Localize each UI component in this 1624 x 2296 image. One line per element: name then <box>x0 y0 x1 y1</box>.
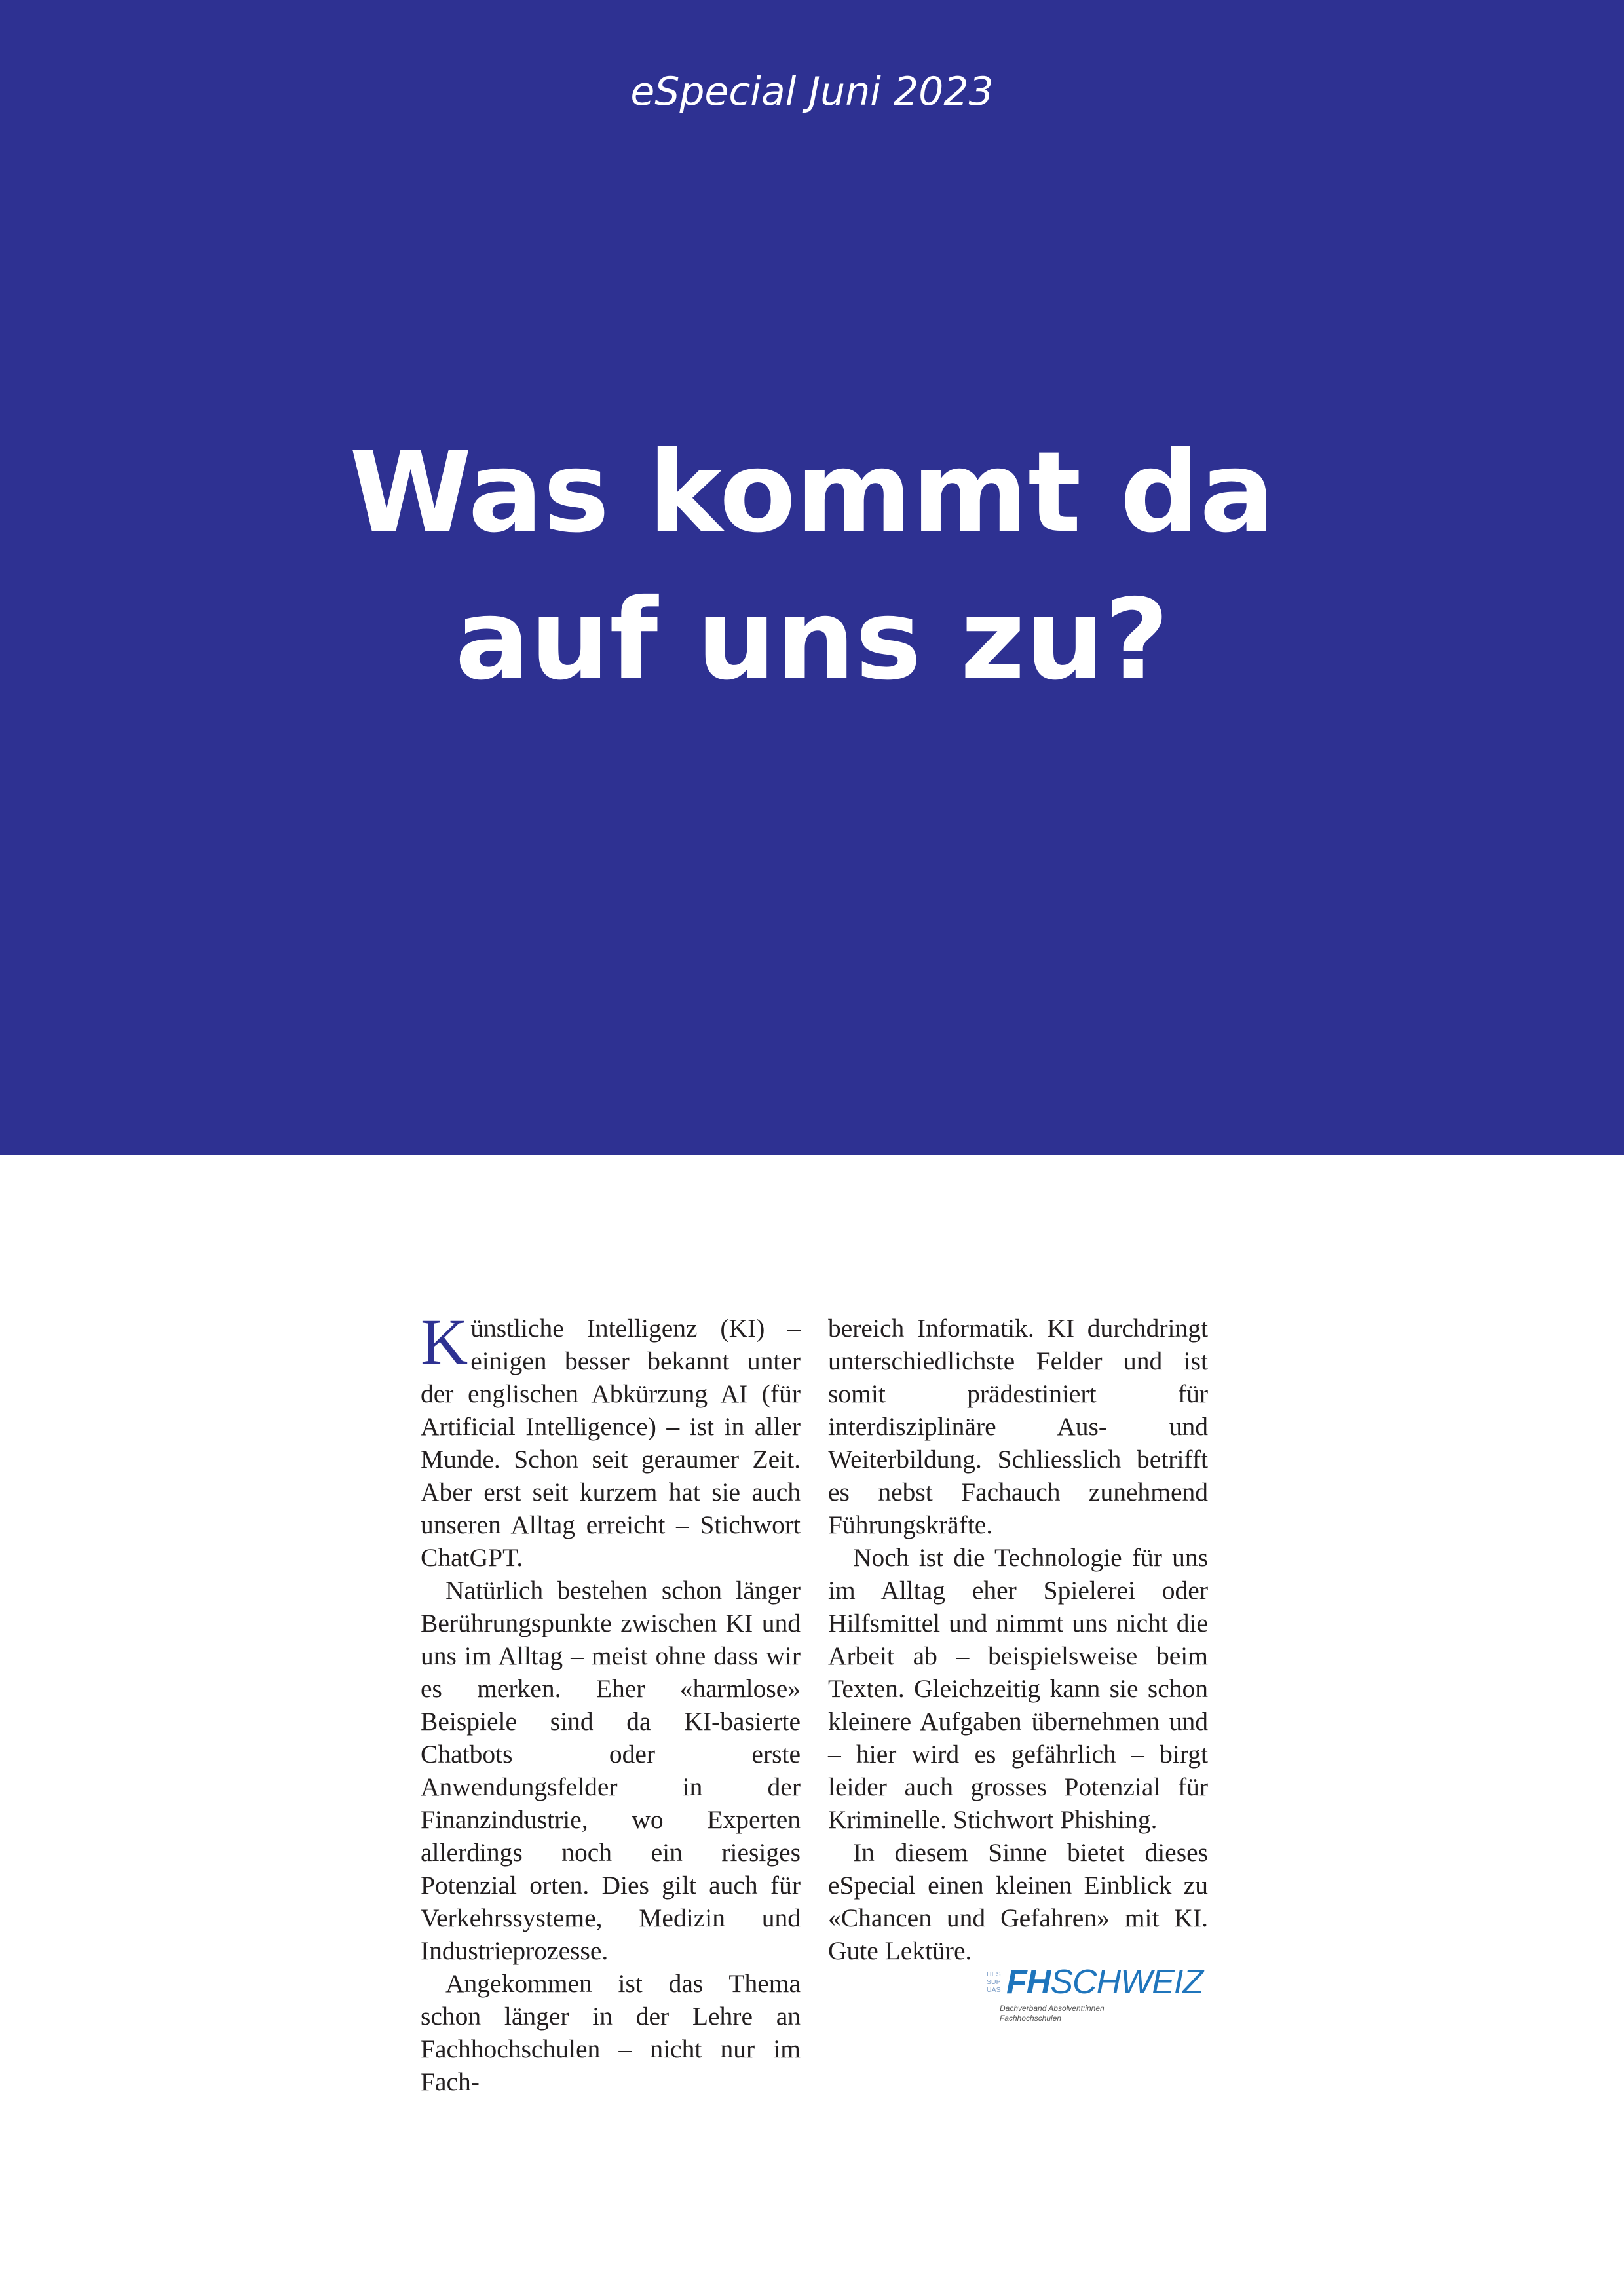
logo-tagline: Dachverband Absolvent:innen Fachhochschulen <box>1000 2004 1105 2023</box>
paragraph-3-start: Angekommen ist das Thema schon länger in der Lehre an Fachhochschulen – nicht nur im Fach- <box>421 1969 801 2096</box>
issue-label: eSpecial Juni 2023 <box>630 69 994 115</box>
paragraph-2: Natürlich bestehen schon länger Berührungspunkte zwischen KI und uns im Alltag – meist ohne dass wir es merken. Eher «harmlose» Beispiele sind da KI-basierte Chatbots oder erste Anwendungsfelder in der Finanzindustrie, wo Experten allerdings noch ein riesiges Potenzial orten. Dies gilt auch für Verkehrssysteme, Medizin und Industrieprozesse. <box>421 1576 801 1965</box>
paragraph-5: In diesem Sinne bietet dieses eSpecial einen kleinen Einblick zu «Chancen und Gefahren» mit KI. Gute Lektüre. <box>828 1838 1208 1965</box>
logo-language-tags: HES SUP UAS <box>987 1970 1001 1994</box>
paragraph-1 <box>421 1305 801 1574</box>
paragraph-1-text: ünstliche Intelligenz (KI) – einigen besser bekannt unter der englischen Abkürzung AI (für Artificial Intelligence) – ist in aller Munde. Schon seit geraumer Zeit. Aber erst seit kurzem hat sie auch unseren Alltag erreicht – Stichwort ChatGPT. <box>421 1314 801 1572</box>
headline-line-2: auf uns zu? <box>455 575 1169 705</box>
headline-line-1: Was kommt da <box>349 428 1275 558</box>
text-column-left <box>421 1305 801 2098</box>
paragraph-3-continued: bereich Informatik. KI durchdringt unterschiedlichste Felder und ist somit prädestiniert für interdisziplinäre Aus- und Weiterbildung. Schliesslich betrifft es nebst Fachauch zunehmend Führungskräfte. <box>828 1314 1208 1539</box>
paragraph-4: Noch ist die Technologie für uns im Alltag eher Spielerei oder Hilfsmittel und nimmt uns nicht die Arbeit ab – beispielsweise beim Texten. Gleichzeitig kann sie schon kleinere Aufgaben übernehmen und – hier wird es gefährlich – birgt leider auch grosses Potenzial für Kriminelle. Stichwort Phishing. <box>828 1543 1208 1834</box>
fhschweiz-logo <box>987 1963 1203 2027</box>
logo-wordmark: FHSCHWEIZ <box>1006 1963 1203 2001</box>
drop-cap: K <box>421 1305 468 1378</box>
page-title <box>0 419 1624 714</box>
text-column-right <box>828 1312 1208 1967</box>
